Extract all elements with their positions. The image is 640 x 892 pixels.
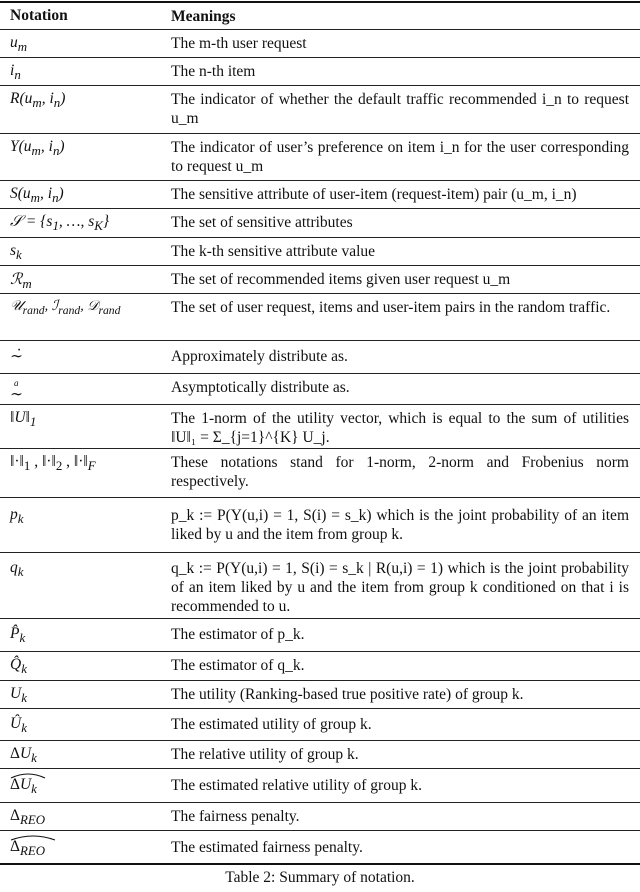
notation-cell: $p_k$ [10,506,24,527]
table-row [0,405,640,449]
notation-cell: $‖\cdot‖_1$ , $‖\cdot‖_2$ , $‖\cdot‖_F$ [10,453,96,474]
meaning-cell: The m-th user request [171,35,307,52]
notation-cell: $P̂_k$ [10,625,26,646]
meaning-cell: The set of sensitive attributes [171,214,353,231]
meaning-cell: p_k := P(Y(u,i) = 1, S(i) = s_k) which is the joint probability of an item liked by u and the item from group k. [171,507,629,543]
table-row [0,709,640,741]
table-caption: Table 2: Summary of notation. [225,869,415,886]
meaning-cell: Asymptotically distribute as. [171,379,350,396]
meaning-cell: Approximately distribute as. [171,348,348,365]
table-row [0,652,640,681]
notation-cell: $i_n$ [10,62,21,83]
meaning-cell: The set of recommended items given user request u_m [171,271,511,288]
wide-hat-icon [10,771,46,779]
meaning-cell: q_k := P(Y(u,i) = 1, S(i) = s_k | R(u,i) = 1) which is the joint probability of an item liked by u and the item from group k conditioned on that i is recommended to u. [171,560,629,615]
table-row [0,803,640,831]
table-row [0,831,640,865]
notation-cell: $Q̂_k$ [10,656,27,677]
meaning-cell: The estimator of p_k. [171,626,305,643]
table-row [0,266,640,294]
table-header-row [0,1,640,30]
header-notation: Notation [10,7,68,24]
table-row [0,769,640,803]
table-row [0,374,640,405]
wide-hat-icon [10,833,56,841]
notation-cell: $q_k$ [10,559,24,580]
meaning-cell: The fairness penalty. [171,808,300,825]
notation-cell: $Y(u_m$, $i_n$) [10,138,65,159]
notation-cell: $U_k$ [10,685,27,706]
notation-cell: a ∼ [10,378,23,403]
meaning-cell: The k-th sensitive attribute value [171,243,376,260]
notation-cell: $S(u_m$, $i_n$) [10,185,64,206]
meaning-cell: The utility (Ranking-based true positive rate) of group k. [171,686,524,703]
table-row [0,134,640,181]
table-row [0,619,640,652]
table-row [0,341,640,374]
table-row [0,294,640,341]
notation-cell: $R(u_m$, $i_n$) [10,90,66,111]
meaning-cell: The 1-norm of the utility vector, which is equal to the sum of utilities ‖U‖₁ = Σ_{j=1}^{K} U_j. [171,410,629,446]
meaning-cell: The indicator of whether the default traffic recommended i_n to request u_m [171,91,629,127]
table-row [0,30,640,58]
table-row [0,209,640,238]
table-row [0,681,640,709]
table-row [0,553,640,619]
meaning-cell: The n-th item [171,63,256,80]
meaning-cell: The estimator of q_k. [171,657,305,674]
notation-cell: 𝒮 = {$s_1$, …, $s_K$} [10,213,110,234]
meaning-cell: The indicator of user’s preference on item i_n for the user corresponding to request u_m [171,139,629,175]
notation-cell: $u_m$ [10,34,28,55]
table-row [0,449,640,498]
table-row [0,86,640,134]
meaning-cell: The estimated fairness penalty. [171,839,363,856]
notation-cell: $‖U‖_1$ [10,409,37,430]
table-row [0,741,640,769]
notation-cell: 𝒰$_{rand}$, ℐ$_{rand}$, 𝒟$_{rand}$ [10,299,121,317]
header-meaning: Meanings [171,8,236,25]
meaning-cell: These notations stand for 1-norm, 2-norm and Frobenius norm respectively. [171,454,629,490]
table-row [0,498,640,553]
notation-cell: $\Delta U_k$ [10,745,37,766]
notation-cell: $\Delta_{REO}$ [10,838,160,859]
notation-cell: ℛ$_m$ [10,271,32,292]
meaning-cell: The estimated relative utility of group k. [171,777,422,794]
meaning-cell: The estimated utility of group k. [171,716,372,733]
meaning-cell: The set of user request, items and user-item pairs in the random traffic. [171,299,611,316]
notation-cell: $s_k$ [10,242,22,263]
notation-cell: $\Delta_{REO}$ [10,807,46,828]
meaning-cell: The sensitive attribute of user-item (request-item) pair (u_m, i_n) [171,186,577,203]
table-row [0,238,640,266]
table-row [0,181,640,209]
table-row [0,58,640,86]
meaning-cell: The relative utility of group k. [171,746,359,763]
notation-cell: ∼̇ [10,348,23,365]
notation-cell: $\Delta U_k$ [10,776,160,797]
notation-cell: $Û_k$ [10,715,27,736]
